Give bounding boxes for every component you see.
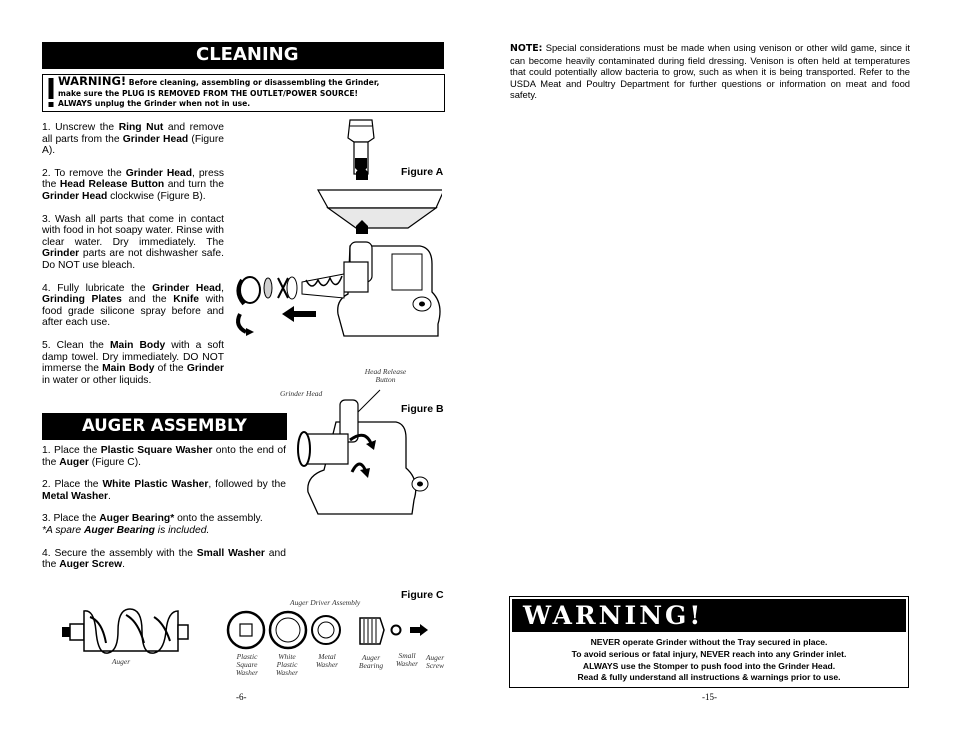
figure-a-label: Figure A [401, 166, 444, 178]
auger-screw-caption: Auger Screw [425, 653, 445, 670]
cleaning-step-1 [42, 122, 224, 157]
bold-term: Head Release Button [59, 179, 165, 191]
auger-title-bar [42, 413, 287, 440]
text-run: and remove all parts from the [42, 122, 224, 145]
arrow-left-icon [282, 306, 316, 322]
text-run: (Figure A). [42, 133, 224, 157]
text-run: 2. Place the [42, 479, 103, 491]
warning-line: ALWAYS use the Stomper to push food into the Grinder Head. [582, 660, 836, 671]
figure-b-illustration [296, 384, 446, 520]
text-run: (Figure C). [88, 456, 142, 468]
bold-term: Small Washer [196, 547, 265, 559]
note-label: NOTE: [510, 43, 543, 54]
auger-bearing-caption: Auger Bearing [358, 653, 384, 670]
text-run: with food grade silicone spray before and after each use. [42, 294, 224, 329]
bold-term: Grinder Head [42, 190, 108, 202]
text-run: 4. Secure the assembly with the [42, 547, 197, 559]
head-release-caption: Head Release Button [364, 367, 407, 384]
auger-step-2 [42, 479, 286, 502]
text-run: , press the [42, 167, 224, 191]
bold-term: Ring Nut [118, 122, 164, 133]
metal-washer-caption: Metal Washer [315, 652, 339, 669]
bold-term: Grinding Plates [42, 294, 122, 306]
auger-step-4 [42, 548, 286, 571]
text-run: of the [154, 363, 187, 375]
warning-line: NEVER operate Grinder without the Tray secured in place. [590, 637, 828, 647]
cleaning-title: CLEANING [196, 44, 299, 65]
text-run: and turn the [164, 179, 224, 191]
figure-a-illustration [232, 114, 442, 344]
white-plastic-washer-caption: White Plastic Washer [275, 652, 299, 677]
exclamation-icon [45, 77, 57, 109]
text-run: parts are not dishwasher safe. Do NOT use bleach. [42, 248, 224, 271]
bold-term: Main Body [109, 339, 166, 351]
warning-panel [509, 596, 909, 688]
text-run: 3. Place the [42, 513, 100, 525]
auger-step-3-note [42, 525, 286, 537]
warning-line-2: make sure the PLUG IS REMOVED FROM THE OUTLET/POWER SOURCE! [58, 88, 359, 98]
cleaning-steps [42, 122, 224, 386]
figure-b-label: Figure B [401, 403, 444, 415]
cleaning-step-5 [42, 340, 224, 386]
bold-term: Grinder [42, 248, 80, 260]
text-run: 2. To remove the [42, 167, 126, 179]
bold-term: Grinder Head [122, 133, 189, 145]
bold-term: Auger Screw [59, 559, 123, 571]
text-run: onto the end of the [42, 445, 286, 468]
text-run: and the [42, 547, 286, 571]
text-run: 3. Wash all parts that come in contact with food in hot soapy water. Rinse with clear water. Dry immediately. The [42, 213, 224, 248]
page-number-left: -6- [236, 692, 247, 702]
cleaning-title-bar [42, 42, 444, 69]
figure-c-label: Figure C [401, 589, 444, 601]
text-run: clockwise (Figure B). [107, 190, 206, 202]
bold-term: Main Body [102, 363, 155, 375]
warning-panel-banner [512, 599, 906, 632]
text-run: 5. Clean the [42, 339, 110, 351]
auger-steps [42, 445, 286, 571]
text-run: 1. Place the [42, 445, 101, 456]
cleaning-warning-box [42, 74, 445, 112]
text-run: with a soft damp towel. Dry immediately. DO NOT immerse the [42, 339, 225, 375]
auger-step-3 [42, 513, 286, 525]
auger-driver-parts-illustration [224, 610, 434, 654]
cleaning-step-4 [42, 283, 224, 329]
bold-term: Plastic Square Washer [100, 445, 213, 456]
bold-term: Grinder Head [125, 167, 193, 179]
bold-term: Auger Bearing [83, 524, 155, 536]
bold-term: Metal Washer [42, 490, 108, 502]
text-run: and the [121, 294, 174, 306]
warning-line: To avoid serious or fatal injury, NEVER reach into any Grinder inlet. [571, 648, 847, 659]
text-run: *A spare [42, 524, 84, 536]
text-run: , [221, 282, 224, 294]
auger-driver-assembly-caption: Auger Driver Assembly [290, 598, 361, 607]
small-washer-caption: Small Washer [395, 651, 419, 668]
auger-part-illustration [60, 603, 192, 661]
bold-term: Grinder Head [152, 282, 222, 294]
text-run: in water or other liquids. [42, 374, 152, 386]
grinder-head-caption: Grinder Head [280, 389, 323, 398]
text-run: , followed by the [208, 479, 286, 491]
text-run: 1. Unscrew the [42, 122, 119, 133]
text-run: 4. Fully lubricate the [42, 282, 153, 294]
warning-line-3: ALWAYS unplug the Grinder when not in use. [58, 99, 251, 108]
bold-term: Auger [59, 456, 89, 468]
bold-term: Grinder [186, 363, 225, 375]
page-number-right: -15- [702, 692, 717, 702]
cleaning-step-2 [42, 168, 224, 203]
cleaning-step-3 [42, 214, 224, 272]
text-run: . [108, 490, 111, 502]
bold-term: Knife [173, 294, 200, 306]
text-run: . [122, 559, 126, 571]
warning-line: Read & fully understand all instructions & warnings prior to use. [577, 672, 841, 683]
warning-panel-title: WARNING! [523, 601, 704, 630]
warning-word: WARNING! [58, 74, 127, 88]
auger-step-1 [42, 445, 286, 468]
plastic-square-washer-caption: Plastic Square Washer [235, 652, 259, 677]
warning-line-1: Before cleaning, assembling or disassembling the Grinder, [128, 78, 380, 87]
auger-title: AUGER ASSEMBLY [82, 416, 247, 435]
note-block [510, 42, 910, 101]
bold-term: Auger Bearing* [99, 513, 175, 525]
text-run: onto the assembly. [174, 513, 263, 525]
bold-term: White Plastic Washer [102, 479, 209, 491]
text-run: is included. [154, 524, 210, 536]
auger-caption: Auger [111, 657, 131, 666]
note-text: Special considerations must be made when using venison or other wild game, since it can become heavily contaminated during field dressing. Venison is often held at temperatures that could potentially allow bacteria to grow, such as when it is being transported. Refer to the USDA Meat and Poultry Department for further questions or information on meat and food safety. [510, 42, 910, 100]
